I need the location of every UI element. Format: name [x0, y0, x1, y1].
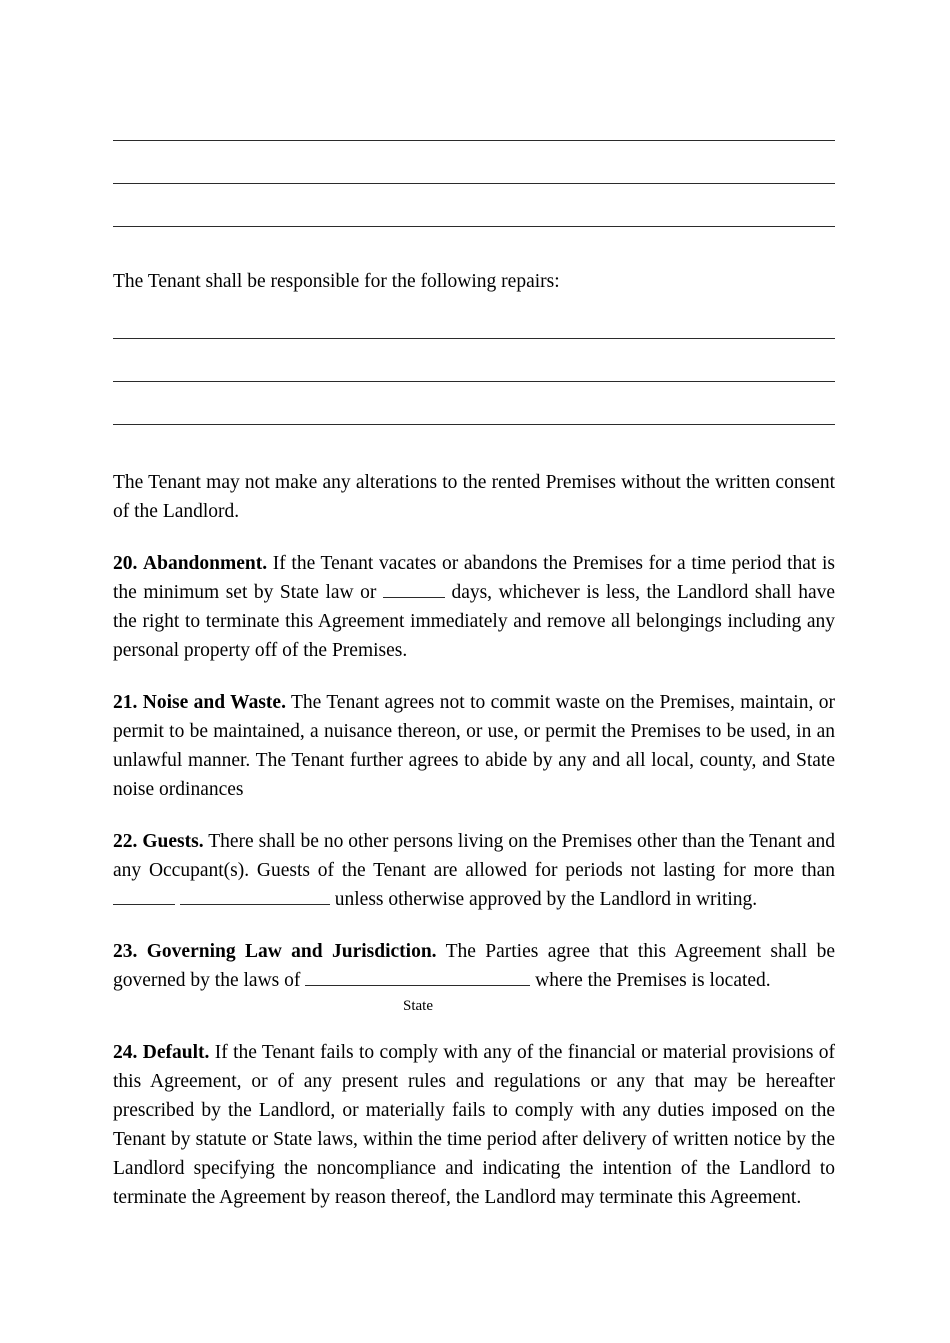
section-24-text: If the Tenant fails to comply with any of the financial or material provisions of this Agreement, or of any present rules and regulations or any that may be hereafter prescribed by the Landlord, or materially fails to comply with any duties imposed on the Tenant by statute or State laws, within the time period after delivery of written notice by the Landlord specifying the noncompliance and indicating the intention of the Landlord to terminate the Agreement by reason thereof, the Landlord may terminate this Agreement. [113, 1042, 836, 1208]
section-20-number: 20. [113, 553, 138, 574]
fill-in-line-3[interactable] [113, 204, 835, 247]
section-20-heading: Abandonment. [143, 553, 268, 574]
fill-in-line-2[interactable] [113, 161, 835, 204]
fill-in-rule [113, 381, 835, 382]
section-23-heading: Governing Law and Jurisdiction. [146, 941, 437, 962]
fill-in-rule [113, 183, 835, 184]
abandonment-days-blank[interactable] [383, 597, 445, 598]
section-default [113, 1038, 835, 1212]
section-22-text-after: unless otherwise approved by the Landlord in writing. [334, 889, 758, 910]
section-23-text-before: The Parties agree that this Agreement shall be governed by the laws of [113, 941, 835, 991]
repairs-line-1[interactable] [113, 316, 835, 359]
alterations-paragraph: The Tenant may not make any alterations to the rented Premises without the written consent of the Landlord. [113, 472, 835, 522]
section-20-text-after: days, whichever is less, the Landlord shall have the right to terminate this Agreement immediately and remove all belongings including any personal property off of the Premises. [113, 582, 836, 661]
section-20-text-before: If the Tenant vacates or abandons the Premises for a time period that is the minimum set by State law or [113, 553, 836, 603]
section-24-heading: Default. [142, 1042, 210, 1063]
document-body [113, 118, 835, 1212]
spacer [113, 296, 835, 316]
section-21-text: The Tenant agrees not to commit waste on the Premises, maintain, or permit to be maintained, a nuisance thereon, or use, or permit the Premises to be used, in an unlawful manner. The Tenant further agrees to abide by any and all local, county, and State noise ordinances [113, 692, 835, 800]
state-blank-caption: State [403, 998, 433, 1014]
fill-in-rule [113, 424, 835, 425]
section-22-text-before: There shall be no other persons living on the Premises other than the Tenant and any Occupant(s). Guests of the Tenant are allowed for periods not lasting for more than [113, 831, 835, 881]
fill-in-rule [113, 140, 835, 141]
section-governing-law [113, 937, 835, 995]
repairs-line-2[interactable] [113, 359, 835, 402]
fill-in-rule [113, 338, 835, 339]
section-23-number: 23. [113, 941, 138, 962]
section-noise-and-waste [113, 688, 835, 804]
section-abandonment [113, 549, 835, 665]
guests-duration-number-blank[interactable] [113, 904, 175, 905]
governing-law-state-blank[interactable] [305, 985, 530, 986]
repairs-intro-text: The Tenant shall be responsible for the following repairs: [113, 271, 560, 292]
section-22-heading: Guests. [142, 831, 204, 852]
fill-in-rule [113, 226, 835, 227]
section-21-heading: Noise and Waste. [142, 692, 286, 713]
section-21-number: 21. [113, 692, 138, 713]
section-22-number: 22. [113, 831, 138, 852]
guests-duration-unit-blank[interactable] [180, 904, 330, 905]
repairs-line-3[interactable] [113, 402, 835, 445]
section-guests [113, 827, 835, 914]
fill-in-line-1[interactable] [113, 118, 835, 161]
section-23-text-after: where the Premises is located. [535, 970, 771, 991]
section-24-number: 24. [113, 1042, 138, 1063]
